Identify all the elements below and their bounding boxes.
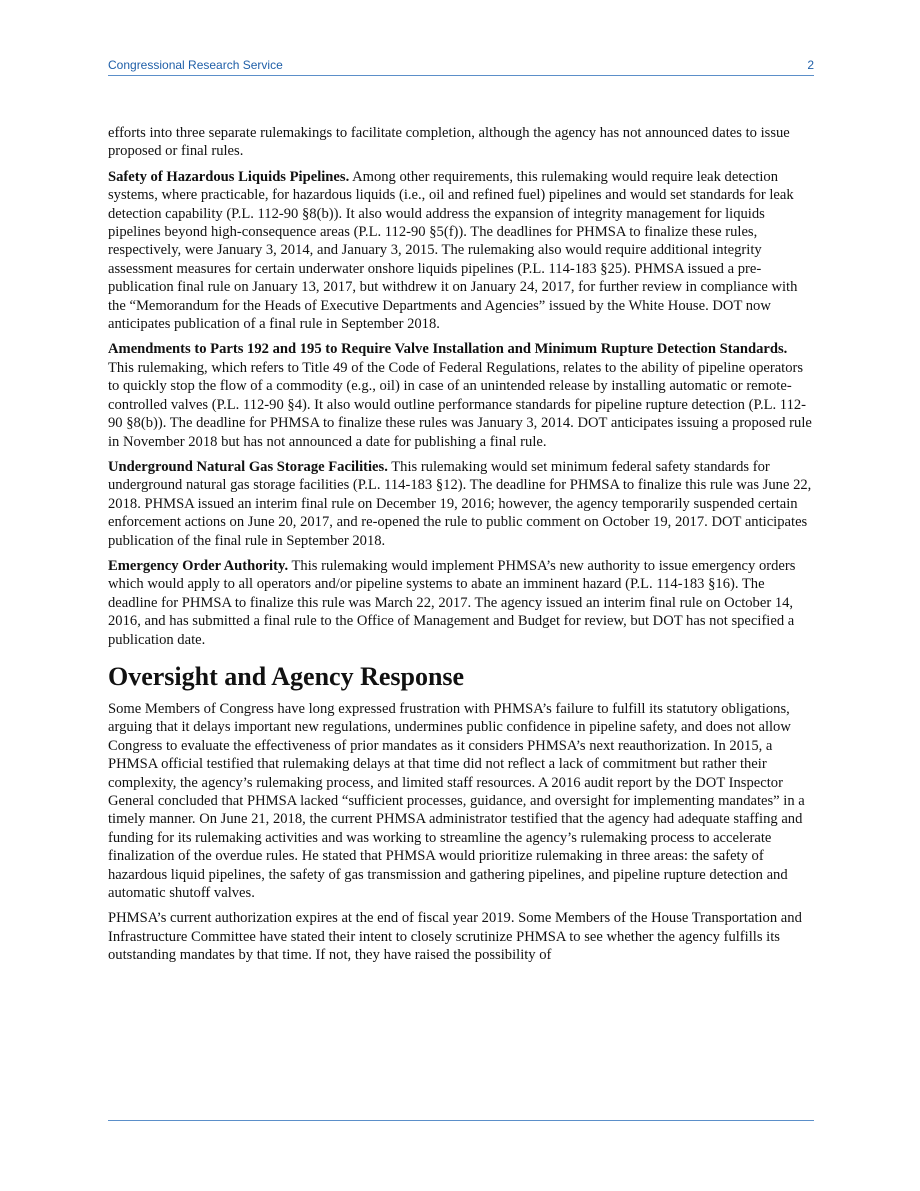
header-divider bbox=[108, 75, 814, 76]
page-header bbox=[108, 58, 814, 74]
run-in-heading: Safety of Hazardous Liquids Pipelines. bbox=[108, 168, 350, 185]
paragraph-valve-installation: Amendments to Parts 192 and 195 to Require Valve Installation and Minimum Rupture Detection Standards. This rulemaking, which refers to Title 49 of the Code of Federal Regulations, relates to the ability of pipeline operators to quickly stop the flow of a commodity (e.g., oil) in case of an unintended release by installing automatic or remote-controlled valves (P.L. 112-90 §4). It also would outline performance standards for pipeline rupture detection (P.L. 112-90 §8(b)). The deadline for PHMSA to finalize these rules was January 3, 2014. DOT anticipates issuing a proposed rule in November 2018 but has not announced a date for publishing a final rule. bbox=[108, 341, 812, 450]
run-in-heading: Underground Natural Gas Storage Facilities. bbox=[108, 458, 388, 475]
run-in-heading: Amendments to Parts 192 and 195 to Require Valve Installation and Minimum Rupture Detection Standards. bbox=[108, 341, 788, 358]
paragraph-emergency-order: Emergency Order Authority. This rulemaking would implement PHMSA’s new authority to issue emergency orders which would apply to all operators and/or pipeline systems to abate an imminent hazard (P.L. 114-183 §16). The deadline for PHMSA to finalize this rule was March 22, 2017. The agency issued an interim final rule on October 14, 2016, and has submitted a final rule to the Office of Management and Budget for review, but DOT has not specified a publication date. bbox=[108, 557, 796, 648]
section-heading: Oversight and Agency Response bbox=[108, 661, 465, 691]
footer-divider bbox=[108, 1120, 814, 1121]
paragraph-continuation: efforts into three separate rulemakings to facilitate completion, although the agency has not announced dates to issue proposed or final rules. bbox=[108, 125, 790, 160]
running-header-title: Congressional Research Service bbox=[108, 58, 283, 72]
page-body bbox=[108, 124, 814, 972]
paragraph-oversight: Some Members of Congress have long expressed frustration with PHMSA’s failure to fulfill its statutory obligations, arguing that it delays important new regulations, undermines public confidence in pipeline safety, and does not allow Congress to evaluate the effectiveness of prior mandates as it considers PHMSA’s next reauthorization. In 2015, a PHMSA official testified that rulemaking delays at that time did not reflect a lack of commitment but rather their complexity, the agency’s rulemaking process, and limited staff resources. A 2016 audit report by the DOT Inspector General concluded that PHMSA lacked “sufficient processes, guidance, and oversight for implementing mandates” in a timely manner. On June 21, 2018, the current PHMSA administrator testified that the agency had adequate staffing and funding for its rulemaking activities and was working to streamline the agency’s rulemaking process to accelerate finalization of the overdue rules. He stated that PHMSA would prioritize rulemaking in three areas: the safety of hazardous liquid pipelines, the safety of gas transmission and gathering pipelines, and pipeline rupture detection and automatic shutoff valves. bbox=[108, 700, 805, 902]
paragraph-gas-storage: Underground Natural Gas Storage Facilities. This rulemaking would set minimum federal safety standards for underground natural gas storage facilities (P.L. 114-183 §12). The deadline for PHMSA to finalize this rule was June 22, 2018. PHMSA issued an interim final rule on December 19, 2016; however, the agency temporarily suspended certain enforcement actions on June 20, 2017, and re-opened the rule to public comment on October 19, 2017. DOT anticipates publication of the final rule in September 2018. bbox=[108, 458, 812, 549]
page-number: 2 bbox=[807, 58, 814, 72]
run-in-heading: Emergency Order Authority. bbox=[108, 557, 289, 574]
paragraph-authorization: PHMSA’s current authorization expires at the end of fiscal year 2019. Some Members of the House Transportation and Infrastructure Committee have stated their intent to closely scrutinize PHMSA to see whether the agency fulfills its outstanding mandates by that time. If not, they have raised the possibility of bbox=[108, 910, 802, 964]
paragraph-hazardous-liquids: Safety of Hazardous Liquids Pipelines. Among other requirements, this rulemaking would require leak detection systems, where practicable, for hazardous liquids (i.e., oil and refined fuel) pipelines and would set standards for leak detection capability (P.L. 112-90 §8(b)). It also would address the expansion of integrity management for liquids pipelines beyond high-consequence areas (P.L. 112-90 §5(f)). The deadlines for PHMSA to finalize these rules, respectively, were January 3, 2014, and January 3, 2015. The rulemaking also would require additional integrity assessment measures for certain underwater onshore liquids pipelines (P.L. 114-183 §25). PHMSA issued a pre-publication final rule on January 13, 2017, but withdrew it on January 24, 2017, for further review in compliance with the “Memorandum for the Heads of Executive Departments and Agencies” issued by the White House. DOT now anticipates publication of a final rule in September 2018. bbox=[108, 168, 798, 333]
